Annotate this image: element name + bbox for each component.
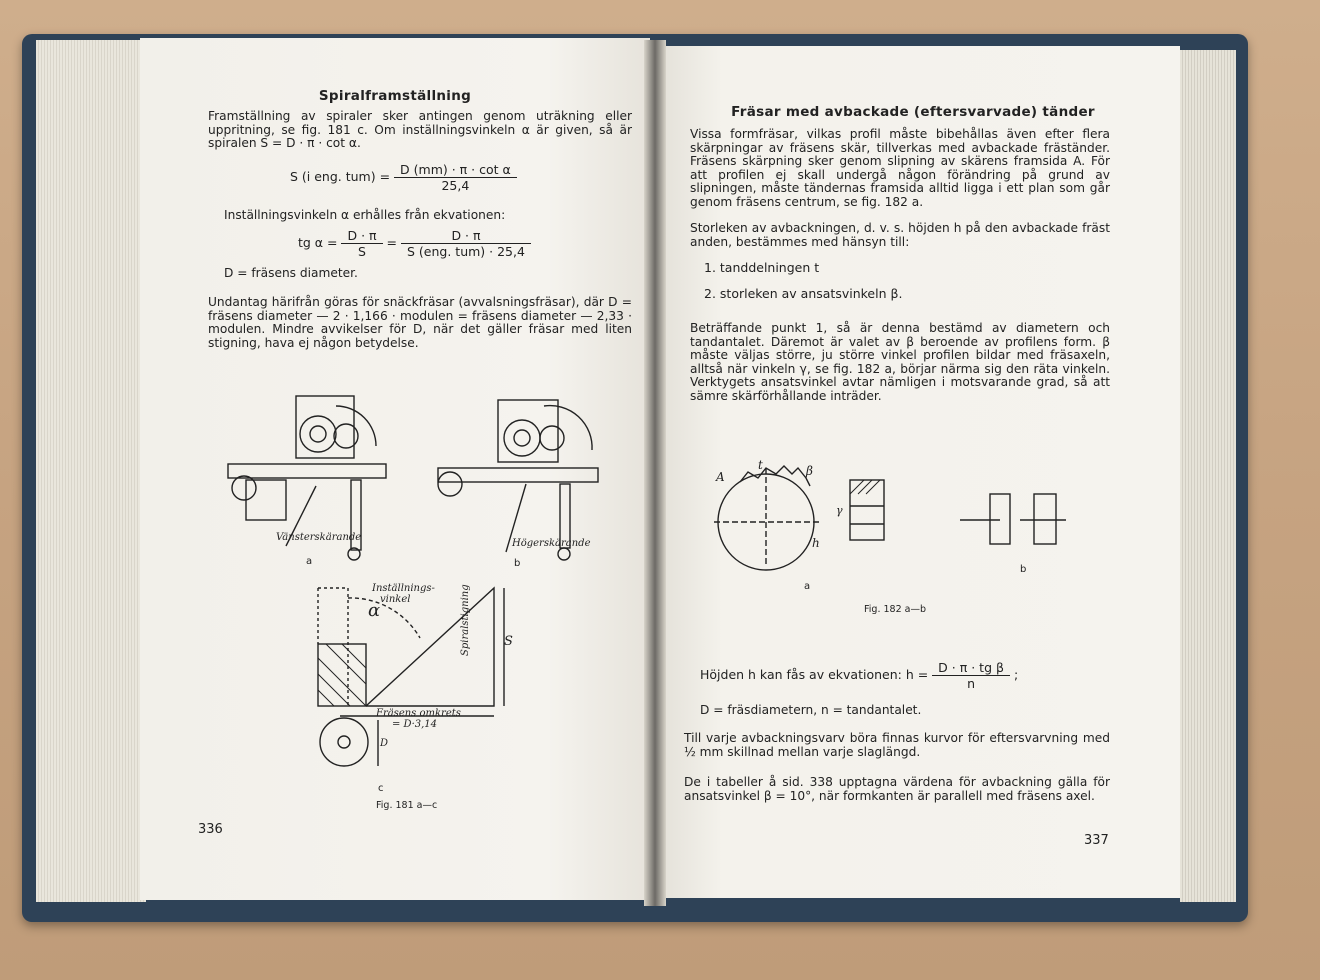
fig-c-label-line-2: vinkel [380, 594, 411, 605]
list-item-2: 2. storleken av ansatsvinkeln β. [704, 286, 903, 301]
formula-fraction [394, 162, 517, 193]
fig-label-b-left: b [514, 558, 521, 569]
tangent-den-2: S (eng. tum) · 25,4 [407, 244, 525, 259]
tangent-lhs: tg α = [298, 235, 338, 250]
fig-c-D: D [380, 738, 389, 749]
left-heading: Spiralframställning [318, 88, 472, 104]
formula-lhs: S (i eng. tum) = [290, 169, 391, 184]
fig-182-drawing [710, 454, 1080, 574]
formula-height [700, 660, 1018, 691]
formula-numerator: D (mm) · π · cot α [394, 162, 517, 178]
right-page [660, 46, 1180, 898]
fig-c-bottom-label: Fräsens omkrets [376, 708, 461, 719]
fig-182-t: t [758, 458, 763, 472]
right-paragraph-4: D = fräsdiametern, n = tandantalet. [700, 703, 922, 717]
fig-182-A: A [716, 470, 725, 484]
right-page-number: 337 [1084, 833, 1109, 848]
right-paragraph-2: Storleken av avbackningen, d. v. s. höjden h på den avbackade fräst anden, bestämmes med hänsyn till: [690, 221, 1110, 249]
fig-182-gamma: γ [836, 504, 843, 517]
fig-b-caption: Högerskärande [512, 538, 591, 549]
fig-label-a-left: a [306, 556, 313, 567]
fig-181c-drawing [308, 580, 518, 780]
height-fraction [932, 660, 1010, 691]
fig-182-beta: β [806, 464, 813, 478]
fig-182-h: h [812, 536, 820, 550]
tangent-fraction-2 [401, 228, 531, 259]
formula-tangent [298, 228, 531, 259]
page-edges-left [36, 40, 146, 902]
fig-181-caption: Fig. 181 a—c [376, 800, 438, 811]
right-heading: Fräsar med avbackade (eftersvarvade) tänder [731, 104, 1095, 120]
right-paragraph-6: De i tabeller å sid. 338 upptagna värdena för avbackning gälla för ansatsvinkel β = 10°, när formkanten är parallell med fräsens axel. [684, 775, 1110, 803]
list-item-1: 1. tanddelningen t [704, 260, 820, 275]
height-lhs: Höjden h kan fås av ekvationen: h = [700, 667, 929, 682]
formula-denominator: 25,4 [441, 178, 470, 193]
fig-182-caption: Fig. 182 a—b [864, 604, 926, 615]
left-page [140, 38, 650, 900]
height-semicolon: ; [1013, 667, 1019, 682]
height-numerator: D · π · tg β [932, 660, 1010, 676]
tangent-num-2: D · π [401, 228, 531, 244]
fig-c-alpha: α [368, 600, 381, 621]
tangent-fraction-1 [341, 228, 382, 259]
fig-c-S: S [504, 634, 513, 649]
left-paragraph-1: Framställning av spiraler sker antingen genom uträkning eller uppritning, se fig. 181 c. Om inställningsvinkeln α är given, så är spiralen S = D · π · cot α. [208, 109, 632, 150]
left-page-number: 336 [198, 822, 223, 837]
tangent-equals: = [386, 235, 398, 250]
page-edges-right [1180, 50, 1236, 902]
right-paragraph-3: Beträffande punkt 1, så är denna bestämd av diametern och tandantalet. Däremot är valet av β beroende av profilens form. β måste väljas större, ju större vinkel profilen bildar med fräsaxeln, alltså när vinkeln γ, se fig. 182 a, börjar närma sig den räta vinkeln. Verktygets ansatsvinkel avtar nämligen i motsvarande grad, så att sämre skärförhållande inträder. [690, 321, 1110, 403]
fig-182-label-b: b [1020, 564, 1027, 575]
fig-label-c: c [378, 783, 384, 794]
left-paragraph-4: Undantag härifrån göras för snäckfräsar (avvalsningsfräsar), där D = fräsens diameter — 2 · 1,166 · modulen = fräsens diameter — 2,33 · modulen. Mindre avvikelser för D, när det gäller fräsar med liten stigning, hava ej någon betydelse. [208, 295, 632, 350]
fig-c-side-label: Spiralstigning [460, 584, 471, 656]
book-gutter [644, 40, 666, 906]
left-paragraph-2: Inställningsvinkeln α erhålles från ekvationen: [224, 208, 506, 222]
right-paragraph-5: Till varje avbackningsvarv böra finnas kurvor för eftersvarvning med ½ mm skillnad mellan varje slaglängd. [684, 731, 1110, 759]
height-denominator: n [967, 676, 976, 691]
formula-spiral [290, 162, 517, 193]
left-paragraph-3: D = fräsens diameter. [224, 266, 358, 280]
table-a [228, 464, 386, 478]
tangent-den-1: S [358, 244, 366, 259]
tangent-num-1: D · π [341, 228, 382, 244]
fig-c-formula: = D·3,14 [392, 719, 438, 730]
fig-182-label-a: a [804, 581, 811, 592]
fig-a-caption: Vänsterskärande [276, 532, 362, 543]
right-paragraph-1: Vissa formfräsar, vilkas profil måste bibehållas även efter flera skärpningar av fräsens skär, tillverkas med avbackade fräständer. Fräsens skärpning sker genom slipning av skärens framsida A. För att profilen ej skall undergå någon förändring på grund av slipningen, måste tändernas framsida alltid ligga i ett plan som går genom fräsens centrum, se fig. 182 a. [690, 127, 1110, 209]
fig-c-label-line-1: Inställnings- [372, 583, 435, 594]
